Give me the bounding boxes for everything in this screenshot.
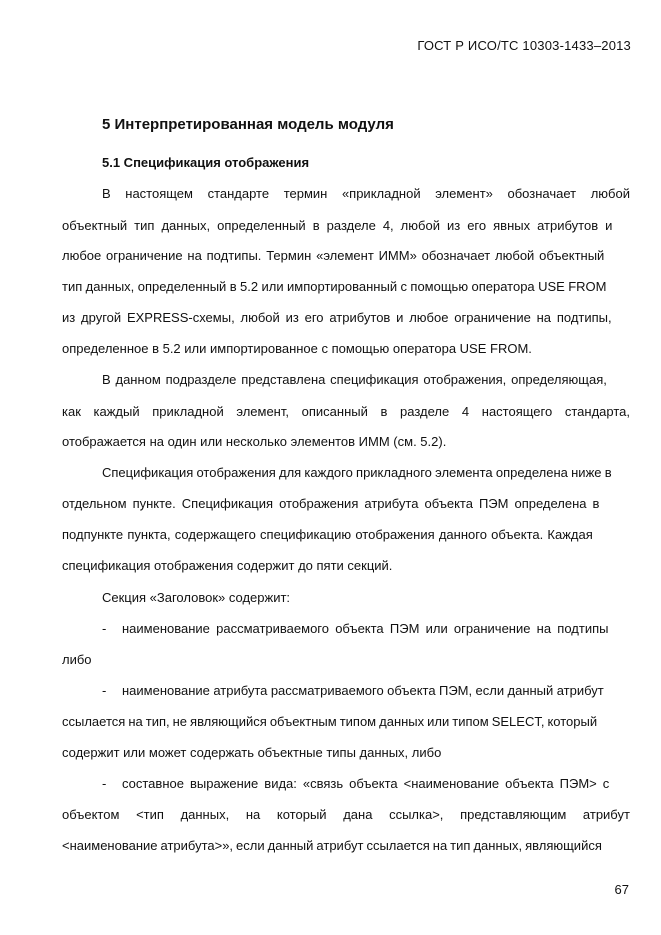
paragraph-line: В данном подразделе представлена спецификация отображения, определяющая, <box>102 372 607 387</box>
paragraph-line: спецификация отображения содержит до пяти секций. <box>62 558 393 573</box>
word: элемент» <box>435 186 493 201</box>
word: настоящем <box>125 186 193 201</box>
paragraph-line: отображается на один или несколько элементов ИММ (см. 5.2). <box>62 434 447 449</box>
paragraph-line: из другой EXPRESS-схемы, любой из его атрибутов и любое ограничение на подтипы, <box>62 310 612 325</box>
word: настоящего <box>481 404 553 419</box>
list-item-line: содержит или может содержать объектные типы данных, либо <box>62 745 442 760</box>
subsection-title: 5.1 Спецификация отображения <box>102 155 310 170</box>
paragraph-line: Секция «Заголовок» содержит: <box>102 590 291 605</box>
list-item-line: наименование атрибута рассматриваемого объекта ПЭМ, если данный атрибут <box>122 683 604 698</box>
page-number: 67 <box>614 882 629 897</box>
list-item-line: наименование рассматриваемого объекта ПЭМ или ограничение на подтипы <box>122 621 609 636</box>
word: стандарте <box>207 186 270 201</box>
word: дана <box>343 807 373 822</box>
word: атрибут <box>582 807 630 822</box>
word: В <box>102 186 111 201</box>
word: обозначает <box>507 186 577 201</box>
list-item-line <box>62 807 630 823</box>
section-title: 5 Интерпретированная модель модуля <box>102 116 394 133</box>
word: каждый <box>93 404 140 419</box>
list-bullet: - <box>102 683 107 698</box>
word: <тип <box>136 807 164 822</box>
list-item-line: составное выражение вида: «связь объекта <наименование объекта ПЭМ> с <box>122 776 610 791</box>
list-item-line: <наименование атрибута>», если данный атрибут ссылается на тип данных, являющийся <box>62 838 602 853</box>
word: любой <box>590 186 630 201</box>
word: на <box>245 807 261 822</box>
list-bullet: - <box>102 621 107 636</box>
word: стандарта, <box>564 404 630 419</box>
word: 4 <box>461 404 470 419</box>
paragraph-line <box>62 404 630 420</box>
paragraph-line: отдельном пункте. Спецификация отображения атрибута объекта ПЭМ определена в <box>62 496 600 511</box>
word: описанный <box>301 404 368 419</box>
word: разделе <box>400 404 450 419</box>
word: объектом <box>62 807 120 822</box>
list-bullet: - <box>102 776 107 791</box>
word: который <box>276 807 327 822</box>
paragraph-line: определенное в 5.2 или импортированное с помощью оператора USE FROM. <box>62 341 532 356</box>
list-item-line: ссылается на тип, не являющийся объектным типом данных или типом SELECT, который <box>62 714 598 729</box>
list-item-line: либо <box>62 652 92 667</box>
paragraph-line: объектный тип данных, определенный в разделе 4, любой из его явных атрибутов и <box>62 218 613 233</box>
paragraph-line: подпункте пункта, содержащего спецификацию отображения данного объекта. Каждая <box>62 527 593 542</box>
word: «прикладной <box>341 186 421 201</box>
word: прикладной <box>152 404 224 419</box>
word: как <box>62 404 81 419</box>
word: элемент, <box>236 404 289 419</box>
word: данных, <box>180 807 230 822</box>
paragraph-line: любое ограничение на подтипы. Термин «элемент ИММ» обозначает любой объектный <box>62 248 605 263</box>
word: ссылка>, <box>389 807 444 822</box>
word: в <box>380 404 388 419</box>
paragraph-line: Спецификация отображения для каждого прикладного элемента определена ниже в <box>102 465 612 480</box>
document-standard-header: ГОСТ Р ИСО/ТС 10303-1433–2013 <box>417 38 631 53</box>
paragraph-line: тип данных, определенный в 5.2 или импортированный с помощью оператора USE FROM <box>62 279 607 294</box>
word: представляющим <box>460 807 567 822</box>
paragraph-line <box>102 186 630 202</box>
word: термин <box>283 186 328 201</box>
